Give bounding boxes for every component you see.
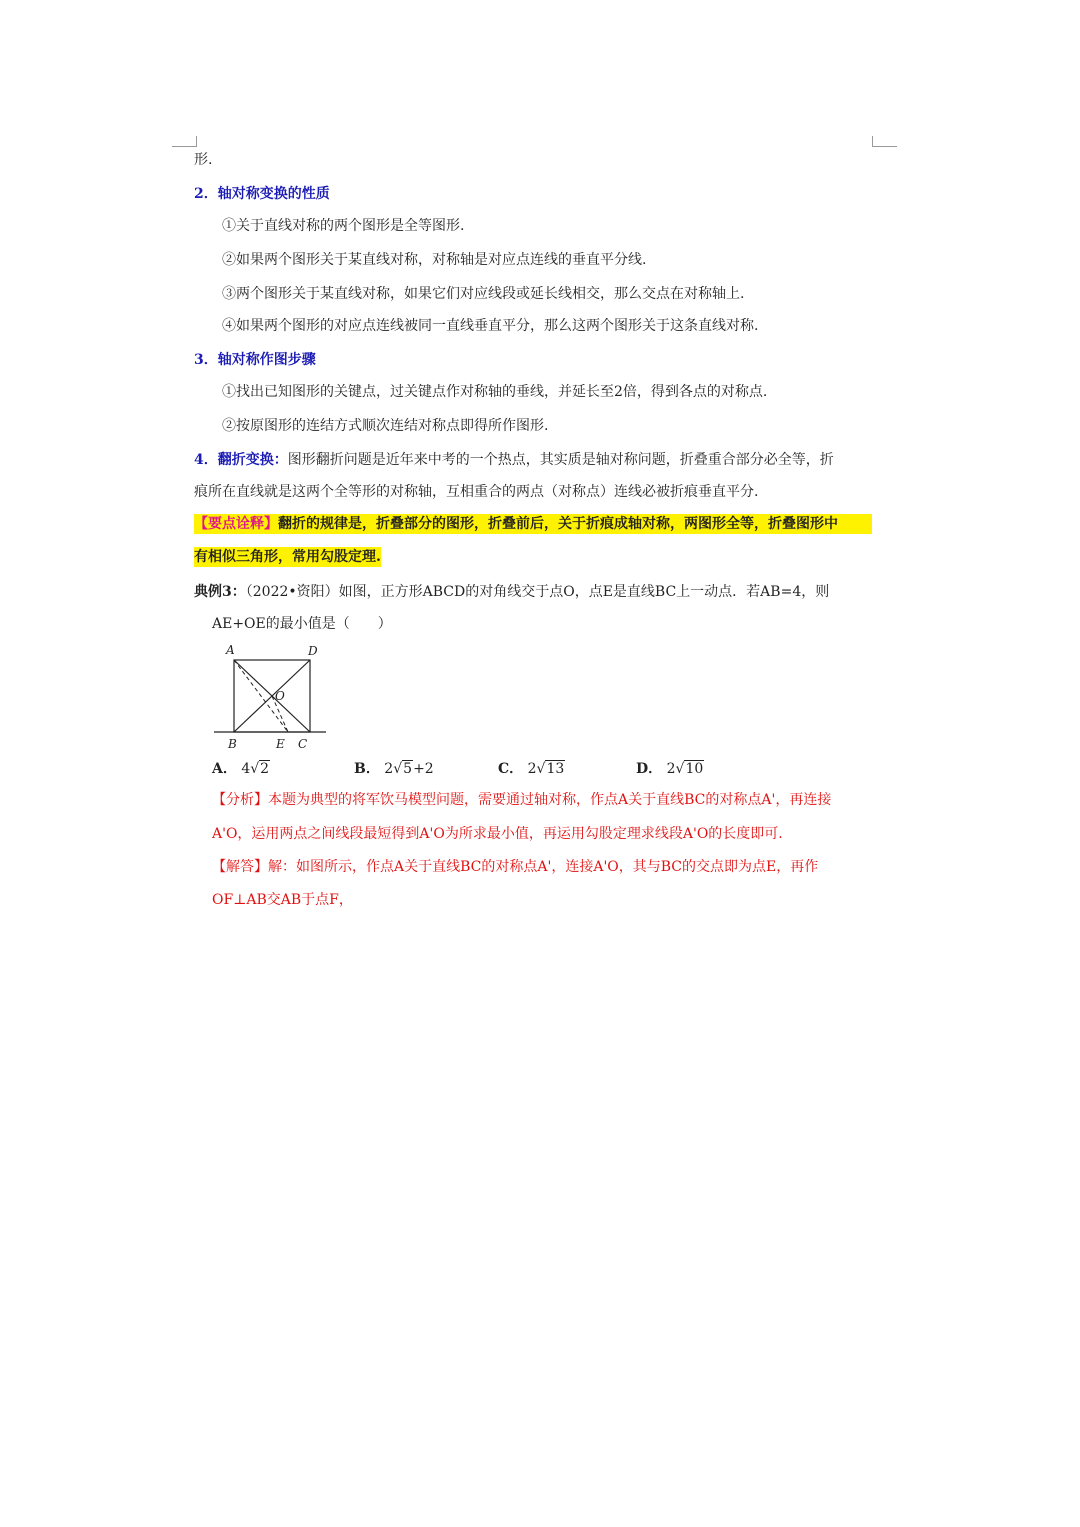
choice-d[interactable]: D． 2√10 — [636, 761, 704, 777]
choice-a-coef: 4 — [241, 761, 251, 777]
label-e: E — [276, 737, 285, 751]
analysis-line-2: A'O，运用两点之间线段最短得到A'O为所求最小值，再运用勾股定理求线段A'O的长度即可. — [212, 826, 783, 842]
choice-b-coef: 2 — [384, 761, 394, 777]
solution-line-2: OF⊥AB交AB于点F， — [212, 892, 353, 908]
key-point-text: 翻折的规律是，折叠部分的图形，折叠前后，关于折痕成轴对称，两图形全等，折叠图形中 — [278, 516, 838, 532]
property-3: ③两个图形关于某直线对称，如果它们对应线段或延长线相交，那么交点在对称轴上. — [222, 286, 745, 302]
choice-a-radicand: 2 — [260, 761, 270, 777]
section-heading-3: 3．轴对称作图步骤 — [194, 352, 316, 368]
label-d: D — [308, 644, 318, 658]
key-point-line-2: 有相似三角形，常用勾股定理. — [194, 549, 381, 565]
step-1: ①找出已知图形的关键点，过关键点作对称轴的垂线，并延长至2倍，得到各点的对称点. — [222, 384, 768, 400]
choice-b-tail: +2 — [413, 761, 434, 777]
example-text: （2022•资阳）如图，正方形ABCD的对角线交于点O，点E是直线BC上一动点．若AB=4，则 — [245, 584, 830, 600]
choice-a[interactable]: A． 4√2 — [212, 761, 270, 777]
choice-b[interactable]: B． 2√5+2 — [354, 761, 434, 777]
choice-b-label: B． — [354, 761, 380, 777]
page-corner-mark-right — [872, 136, 897, 147]
label-c: C — [298, 737, 308, 751]
choice-d-coef: 2 — [666, 761, 676, 777]
analysis-line-1: 【分析】本题为典型的将军饮马模型问题，需要通过轴对称，作点A关于直线BC的对称点A'，再连接 — [212, 792, 832, 808]
page-corner-mark-left — [172, 136, 197, 147]
text-line: 形. — [194, 152, 213, 168]
example-line-2: AE+OE的最小值是（ ） — [212, 616, 392, 632]
choice-a-label: A． — [212, 761, 237, 777]
step-2: ②按原图形的连结方式顺次连结对称点即得所作图形. — [222, 418, 549, 434]
key-point-line-1 — [194, 514, 872, 534]
property-1: ①关于直线对称的两个图形是全等图形. — [222, 218, 465, 234]
choice-c-label: C． — [498, 761, 524, 777]
property-4: ④如果两个图形的对应点连线被同一直线垂直平分，那么这两个图形关于这条直线对称. — [222, 318, 759, 334]
section-4-text: 图形翻折问题是近年来中考的一个热点，其实质是轴对称问题，折叠重合部分必全等，折 — [287, 452, 834, 468]
choice-c-radicand: 13 — [546, 761, 565, 777]
label-o: O — [275, 689, 285, 703]
choice-c-coef: 2 — [527, 761, 537, 777]
answer-choices — [212, 758, 912, 780]
choice-b-radicand: 5 — [403, 761, 413, 777]
section-4-line-1 — [194, 450, 834, 470]
section-4-line-2: 痕所在直线就是这两个全等形的对称轴，互相重合的两点（对称点）连线必被折痕垂直平分. — [194, 484, 759, 500]
choice-d-radicand: 10 — [685, 761, 704, 777]
key-point-label: 【要点诠释】 — [194, 516, 278, 532]
example-label: 典例3： — [194, 584, 246, 600]
label-b: B — [228, 737, 237, 751]
choice-d-label: D． — [636, 761, 663, 777]
label-a: A — [226, 643, 235, 657]
section-heading-2: 2．轴对称变换的性质 — [194, 186, 330, 202]
choice-c[interactable]: C． 2√13 — [498, 761, 565, 777]
solution-line-1: 【解答】解：如图所示，作点A关于直线BC的对称点A'，连接A'O，其与BC的交点即为点E，再作 — [212, 859, 819, 875]
square-figure — [210, 640, 340, 752]
property-2: ②如果两个图形关于某直线对称，对称轴是对应点连线的垂直平分线. — [222, 252, 647, 268]
example-line-1 — [194, 582, 829, 602]
section-heading-4: 4．翻折变换： — [194, 452, 288, 468]
